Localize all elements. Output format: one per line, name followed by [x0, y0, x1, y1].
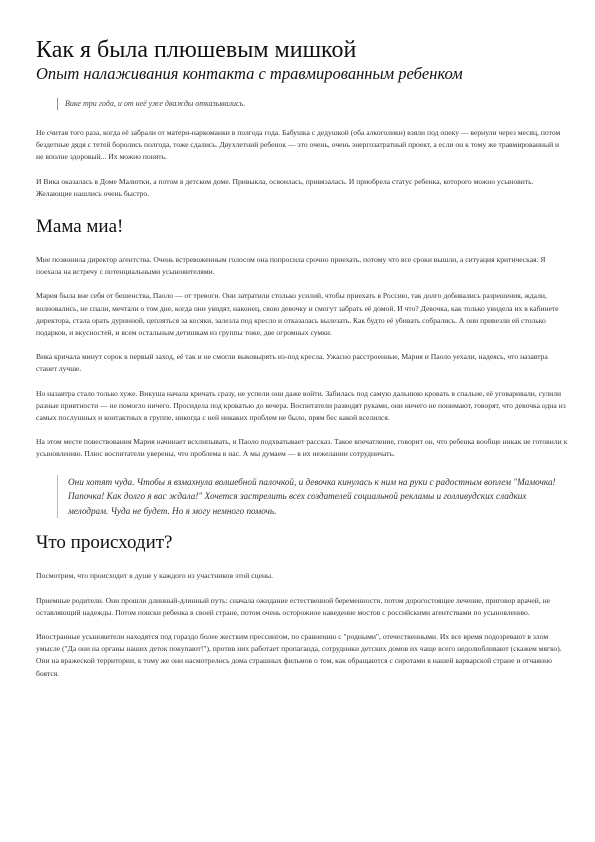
pull-quote: Они хотят чуда. Чтобы я взмахнула волшебной палочкой, и девочка кинулась к ним на руки с радостным воплем "Мамочка! Папочка! Как долго я вас ждала!" Хочется застрелить всех создателей социальной рекламы и голливудских сладких мелодрам. Чуда не будет. Но я могу немного помочь.: [57, 475, 568, 519]
section2-paragraph-3: Иностранные усыновители находятся под гораздо более жестким прессингом, по сравнению с "родными", отечественными. Их все время подозревают в злом умысле ("Да они на органы наших деток покупают!"), против них работает пропаганда, сотрудники детских домов их чаще всего недолюбливают (скажем мягко). Они на вражеской территории, к тому же они насмотрелись дома страшных фильмов о том, как обращаются с сиротами в нашей варварской стране и отчаянно боятся.: [36, 632, 562, 678]
article: [36, 36, 568, 680]
section1-paragraph-4: Но назавтра стало только хуже. Викуша начала кричать сразу, не успели они даже войти. Забилась под самую дальнюю кровать в спальне, её уговаривали, сулили разные приятности — не помогло ничего. Просидела под кроватью до вечера. Воспитатели разводят руками, они ничего не понимают, говорят, что девочка одна из самых послушных и контактных в группе, никогда с ней никаких проблем не было, прям бес какой вселился.: [36, 388, 566, 423]
section-heading-what-happens: Что происходит?: [36, 532, 173, 554]
section1-paragraph-3: Вика кричала минут сорок в первый заход, её так и не смогли выковырять из-под кресла. Ужасно расстроенные, Мария и Паоло уехали, надеясь, что назавтра станет лучше.: [36, 352, 548, 374]
section2-paragraph-2: Приемные родители. Они прошли длинный-длинный путь: сначала ожидание естественной беременности, потом дорогостоящее лечение, приговор врачей, не оставляющий надежды. Потом поиски ребенка в своей стране, потом очень осторожное наведение мостов с российскими агентствами по усыновлению.: [36, 595, 551, 617]
article-title: Как я была плюшевым мишкой: [36, 37, 357, 63]
intro-paragraph-2: И Вика оказалась в Доме Малютки, а потом в детском доме. Привыкла, освоилась, привязалась. И приобрела статус ребенка, которого можно усыновить. Желающие нашлись очень быстро.: [36, 176, 534, 198]
article-subtitle: Опыт налаживания контакта с травмированным ребенком: [36, 64, 463, 83]
epigraph: Вике три года, и от неё уже дважды отказывались.: [57, 98, 568, 110]
section1-paragraph-5: На этом месте повествования Мария начинает всхлипывать, и Паоло подхватывает рассказ. Такое впечатление, говорит он, что ребенка вообще никак не готовили к усыновлению. Плюс воспитатели уверены, что проблема в нас. А мы думаем — в их нежелании сотрудничать.: [36, 437, 568, 459]
section1-paragraph-2: Мария была вне себя от бешенства, Паоло — от тревоги. Они затратили столько усилий, чтобы приехать в Россию, так долго добивались разрешения, ждали, волновались, не спали, мечтали о том дне, когда они увидят, наконец, свою девочку и смогут забрать её домой. И что? Девочка, как только увидела их в кабинете директора, стала орать дурниной, цепляться за косяки, залезла под кресло и отказалась вылезать. Как будто её убивать собрались. А они привезли ей столько подарков, и вкусностей, и всем остальным детишкам из группы тоже, две огромных сумки.: [36, 291, 559, 338]
intro-paragraph-1: Не считая того раза, когда её забрали от матери-наркоманки в полгода года. Бабушка с дедушкой (оба алкоголики) взяли под опеку — вернули через месяц, потом бездетные дядя с тетей боролись полгода, тоже сдались. Двухлетний ребенок — это очень, очень энергозатратный проект, а если он к тому же травмированный и не вполне здоровый... Их можно понять.: [36, 128, 561, 162]
section2-paragraph-1: Посмотрим, что происходит в душе у каждого из участников этой сцены.: [36, 571, 274, 581]
section-heading-mama-mia: Мама миа!: [36, 216, 124, 238]
section1-paragraph-1: Мне позвонила директор агентства. Очень встревоженным голосом она попросила срочно приехать, потому что все сроки вышли, а ситуация критическая. Я поехала на встречу с потенциальными усыновителями.: [36, 255, 546, 277]
